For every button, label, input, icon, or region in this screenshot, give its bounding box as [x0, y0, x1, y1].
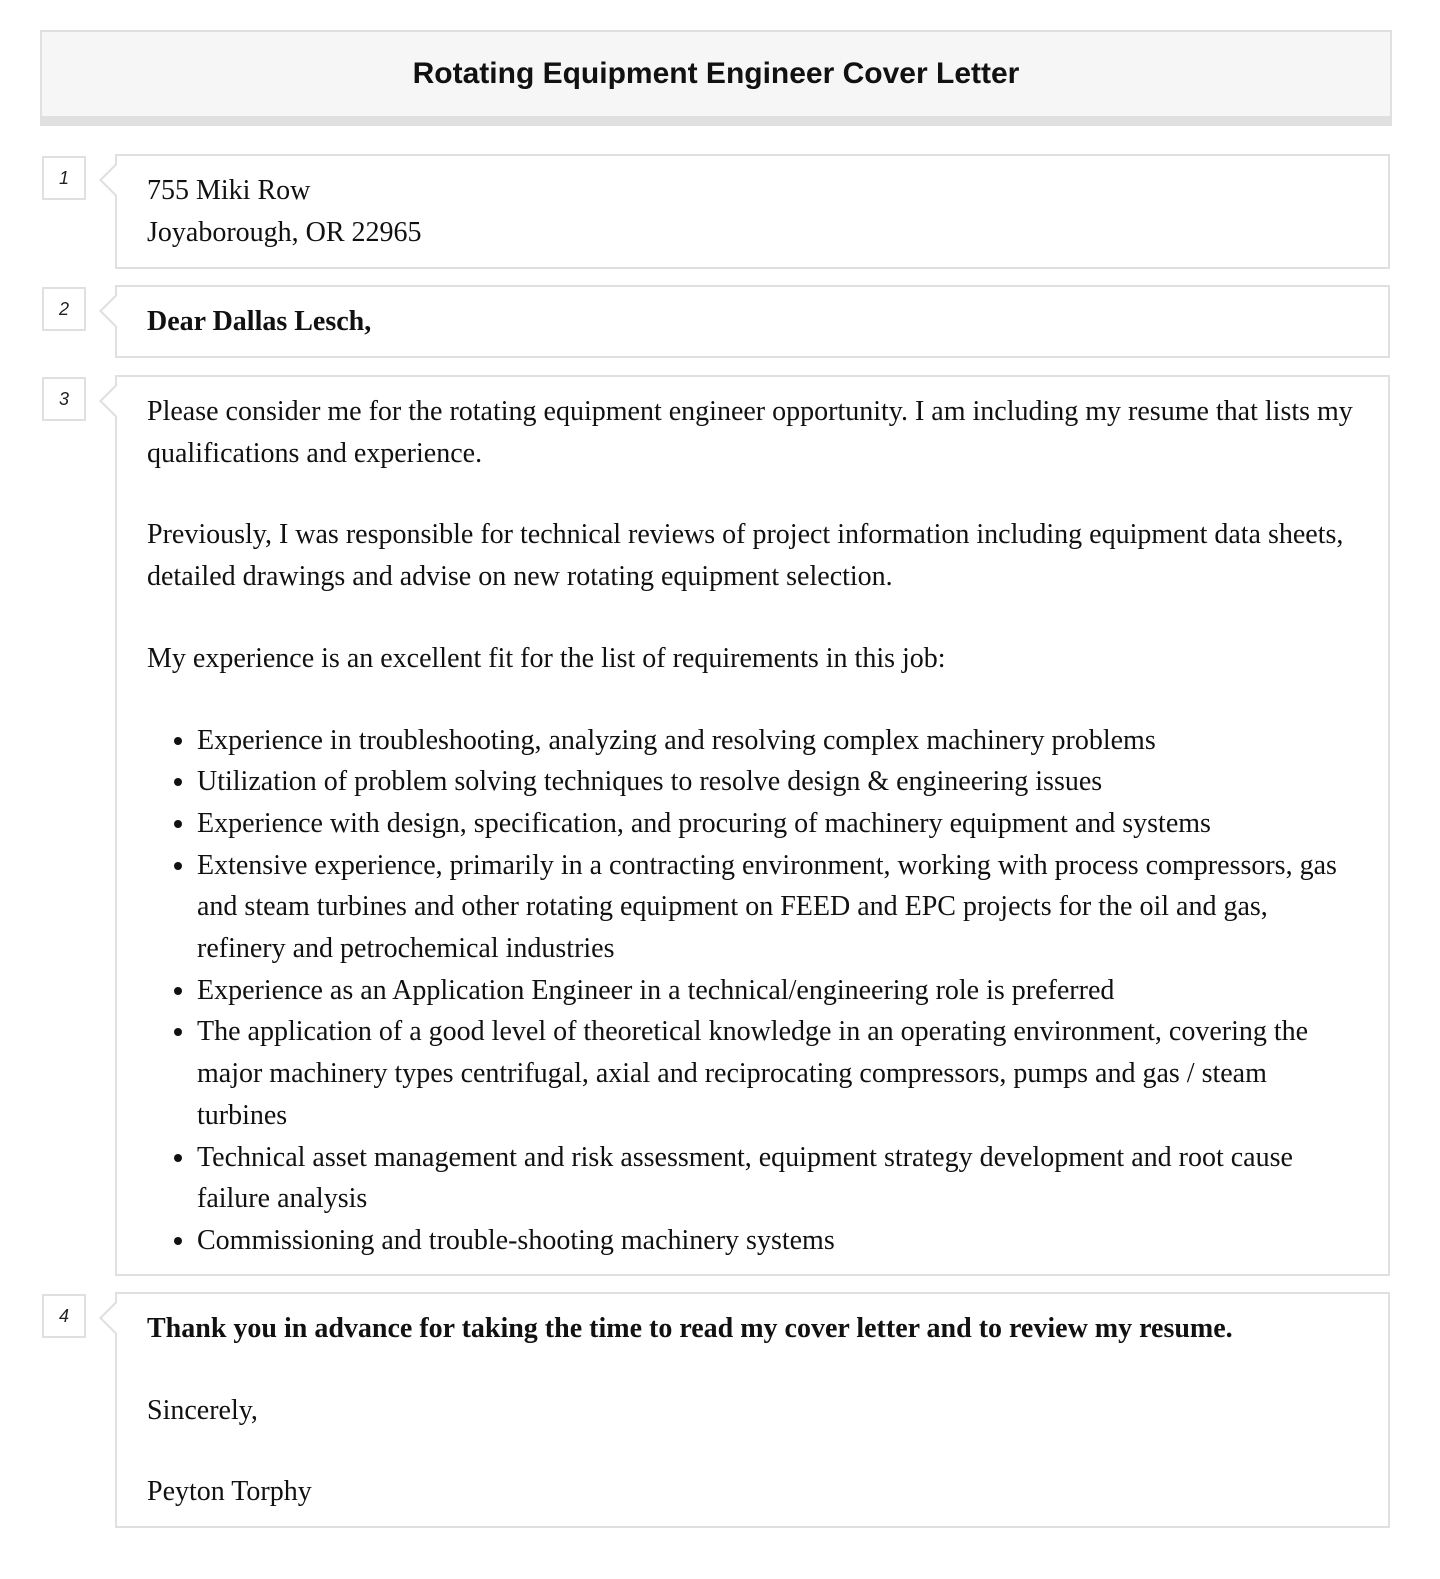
body-paragraph-1: Please consider me for the rotating equipment engineer opportunity. I am including my resume that lists my qualifications and experience.: [147, 396, 1353, 469]
address-line-1: 755 Miki Row: [147, 175, 311, 206]
section-number-2: 2: [42, 287, 86, 331]
list-item: • Extensive experience, primarily in a contracting environment, working with process compressors, gas and steam turbines and other rotating equipment on FEED and EPC projects for the oil and gas, refinery and petrochemical industries: [197, 845, 1358, 970]
list-item: • Commissioning and trouble-shooting machinery systems: [197, 1220, 1358, 1262]
body-paragraph-2: Previously, I was responsible for technical reviews of project information including equipment data sheets, detailed drawings and advise on new rotating equipment selection.: [147, 519, 1344, 593]
page-title: Rotating Equipment Engineer Cover Letter: [412, 57, 1020, 90]
body-card: [115, 375, 1390, 1276]
list-item: • The application of a good level of theoretical knowledge in an operating environment, covering the major machinery types centrifugal, axial and reciprocating compressors, pumps and gas / steam turbines: [197, 1011, 1358, 1136]
address-line-2: Joyaborough, OR 22965: [147, 216, 422, 248]
requirements-list: [147, 720, 1358, 1262]
closing-card: [115, 1292, 1390, 1528]
section-number-4: 4: [42, 1294, 86, 1338]
body-paragraph-3: My experience is an excellent fit for the list of requirements in this job:: [147, 642, 946, 674]
list-item: • Technical asset management and risk assessment, equipment strategy development and root cause failure analysis: [197, 1137, 1358, 1220]
salutation: Dear Dallas Lesch,: [147, 306, 372, 337]
list-item: • Experience with design, specification, and procuring of machinery equipment and systems: [197, 803, 1358, 845]
list-item: • Experience as an Application Engineer in a technical/engineering role is preferred: [197, 970, 1358, 1012]
salutation-card: [115, 285, 1390, 358]
closing-signoff: Sincerely,: [147, 1394, 258, 1426]
closing-thanks: Thank you in advance for taking the time to read my cover letter and to review my resume.: [147, 1313, 1233, 1344]
address-card: [115, 154, 1390, 269]
list-item: • Experience in troubleshooting, analyzing and resolving complex machinery problems: [197, 720, 1358, 762]
section-number-3: 3: [42, 377, 86, 421]
list-item: • Utilization of problem solving techniques to resolve design & engineering issues: [197, 761, 1358, 803]
title-bar: [40, 30, 1392, 126]
section-number-1: 1: [42, 156, 86, 200]
signature-name: Peyton Torphy: [147, 1476, 312, 1508]
